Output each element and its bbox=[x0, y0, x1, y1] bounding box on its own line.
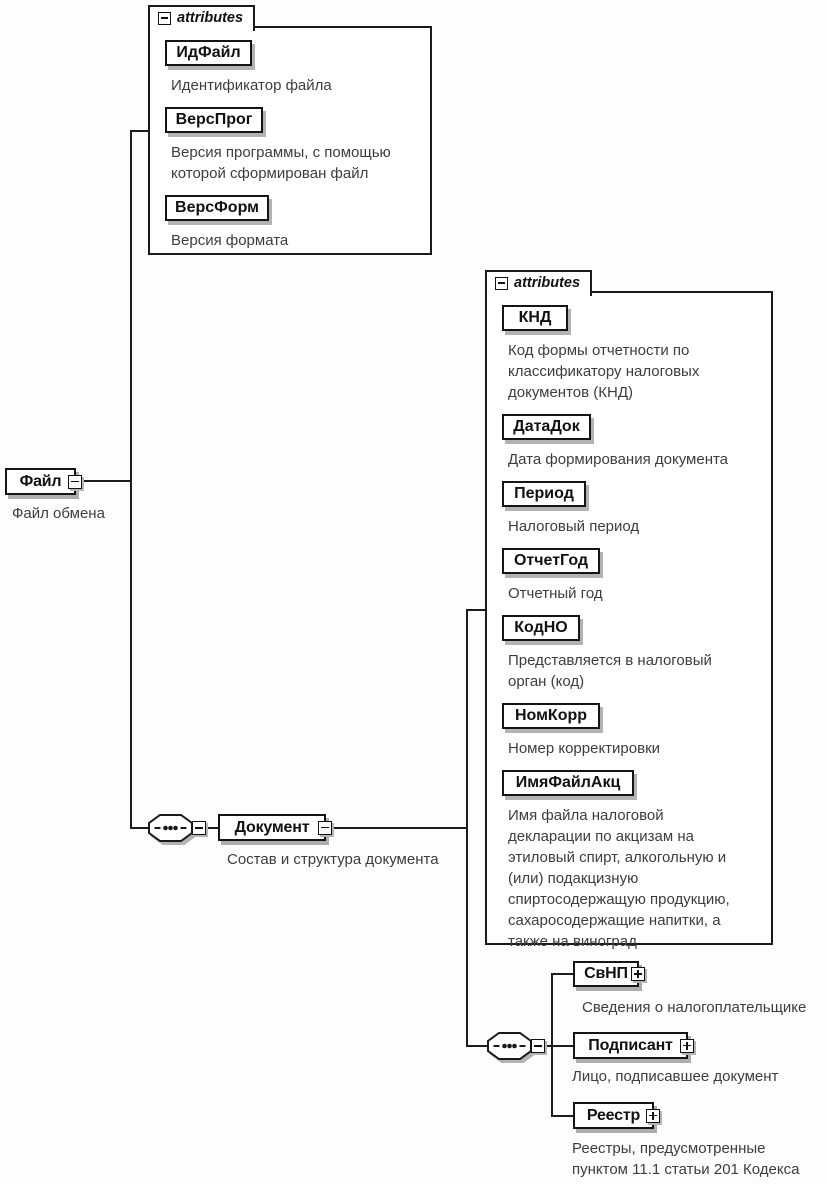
attribute-description: Идентификатор файла bbox=[171, 77, 332, 94]
element-reestr[interactable] bbox=[573, 1102, 654, 1129]
attribute-label: НомКорр bbox=[514, 707, 588, 724]
attribute-description: Имя файла налоговой декларации по акцизам на этиловый спирт, алкогольную и (или) подакцизную спиртосодержащую продукцию, сахаросодержащие напитки, а также на виноград bbox=[508, 807, 730, 950]
attribute-idfile[interactable] bbox=[165, 40, 252, 66]
attribute-item bbox=[502, 770, 763, 952]
document-attributes-body bbox=[485, 291, 773, 950]
attribute-otchetgod[interactable] bbox=[502, 548, 600, 574]
sequence-icon[interactable] bbox=[487, 1032, 532, 1060]
attribute-label: ДатаДок bbox=[513, 418, 580, 435]
element-reestr-annotation bbox=[572, 1138, 827, 1180]
connector-line bbox=[130, 827, 148, 829]
minus-icon[interactable] bbox=[158, 12, 171, 25]
connector-line bbox=[130, 130, 132, 829]
attributes-tab[interactable] bbox=[148, 5, 255, 31]
attribute-description: Представляется в налоговый орган (код) bbox=[508, 652, 712, 690]
attribute-item bbox=[502, 548, 763, 604]
element-svnp-label: СвНП bbox=[584, 965, 628, 982]
attribute-label: ВерсПрог bbox=[175, 111, 253, 128]
attribute-label: ИдФайл bbox=[176, 44, 241, 61]
connector-line bbox=[330, 827, 468, 829]
element-document-label: Документ bbox=[234, 818, 310, 836]
element-reestr-label: Реестр bbox=[586, 1106, 641, 1124]
attributes-tab-label: attributes bbox=[177, 10, 244, 26]
attributes-tab[interactable] bbox=[485, 270, 592, 296]
document-attributes-box bbox=[485, 270, 773, 950]
element-podpisant[interactable] bbox=[573, 1032, 688, 1059]
annotation-line: пунктом 11.1 статьи 201 Кодекса bbox=[572, 1161, 800, 1178]
connector-line bbox=[466, 1045, 487, 1047]
minus-icon[interactable] bbox=[531, 1039, 545, 1053]
file-attributes-box bbox=[148, 5, 432, 255]
attribute-item bbox=[502, 615, 763, 692]
element-podpisant-label: Подписант bbox=[588, 1036, 673, 1054]
attribute-description: Версия программы, с помощью которой сформирован файл bbox=[171, 144, 391, 182]
element-file-label: Файл bbox=[19, 472, 62, 490]
attribute-item bbox=[502, 703, 763, 759]
connector-line bbox=[204, 827, 218, 829]
connector-line bbox=[551, 973, 573, 975]
attribute-datadok[interactable] bbox=[502, 414, 591, 440]
connector-line bbox=[551, 1115, 573, 1117]
file-attributes-body bbox=[148, 26, 432, 255]
attribute-label: ВерсФорм bbox=[175, 199, 259, 216]
attribute-label: ИмяФайлАкц bbox=[515, 774, 621, 791]
attributes-tab-label: attributes bbox=[514, 275, 581, 291]
attribute-description: Код формы отчетности по классификатору налоговых документов (КНД) bbox=[508, 342, 700, 401]
attribute-description: Номер корректировки bbox=[508, 740, 661, 757]
element-document-annotation: Состав и структура документа bbox=[227, 851, 439, 868]
attribute-versprog[interactable] bbox=[165, 107, 263, 133]
plus-icon[interactable] bbox=[631, 967, 645, 981]
attribute-label: ОтчетГод bbox=[513, 552, 589, 569]
element-svnp-annotation: Сведения о налогоплательщике bbox=[582, 999, 807, 1016]
element-podpisant-annotation: Лицо, подписавшее документ bbox=[572, 1068, 779, 1085]
attribute-item bbox=[502, 305, 763, 403]
attribute-item bbox=[165, 195, 422, 251]
element-file[interactable] bbox=[5, 468, 76, 495]
attribute-period[interactable] bbox=[502, 481, 586, 507]
attribute-description: Дата формирования документа bbox=[508, 451, 729, 468]
attribute-item bbox=[165, 107, 422, 184]
attribute-item bbox=[165, 40, 422, 96]
attribute-label: КНД bbox=[518, 309, 552, 326]
attribute-description: Отчетный год bbox=[508, 585, 603, 602]
attribute-item bbox=[502, 414, 763, 470]
attribute-label: КодНО bbox=[514, 619, 568, 636]
connector-line bbox=[551, 973, 553, 1117]
attribute-kodno[interactable] bbox=[502, 615, 580, 641]
minus-icon[interactable] bbox=[318, 821, 332, 835]
attribute-nomkorr[interactable] bbox=[502, 703, 600, 729]
attribute-versform[interactable] bbox=[165, 195, 269, 221]
annotation-line: Реестры, предусмотренные bbox=[572, 1140, 766, 1157]
sequence-icon[interactable] bbox=[148, 814, 193, 842]
attribute-item bbox=[502, 481, 763, 537]
attribute-imyafaylakc[interactable] bbox=[502, 770, 634, 796]
connector-line bbox=[466, 609, 485, 611]
connector-line bbox=[79, 480, 131, 482]
attribute-description: Налоговый период bbox=[508, 518, 640, 535]
attribute-description: Версия формата bbox=[171, 232, 289, 249]
plus-icon[interactable] bbox=[646, 1109, 660, 1123]
minus-icon[interactable] bbox=[68, 475, 82, 489]
connector-line bbox=[466, 609, 468, 1047]
minus-icon[interactable] bbox=[495, 277, 508, 290]
minus-icon[interactable] bbox=[192, 821, 206, 835]
element-svnp[interactable] bbox=[573, 961, 639, 987]
element-file-annotation: Файл обмена bbox=[12, 505, 105, 522]
plus-icon[interactable] bbox=[680, 1039, 694, 1053]
attribute-knd[interactable] bbox=[502, 305, 568, 331]
connector-line bbox=[130, 130, 148, 132]
element-document[interactable] bbox=[218, 814, 326, 841]
attribute-label: Период bbox=[514, 485, 574, 502]
